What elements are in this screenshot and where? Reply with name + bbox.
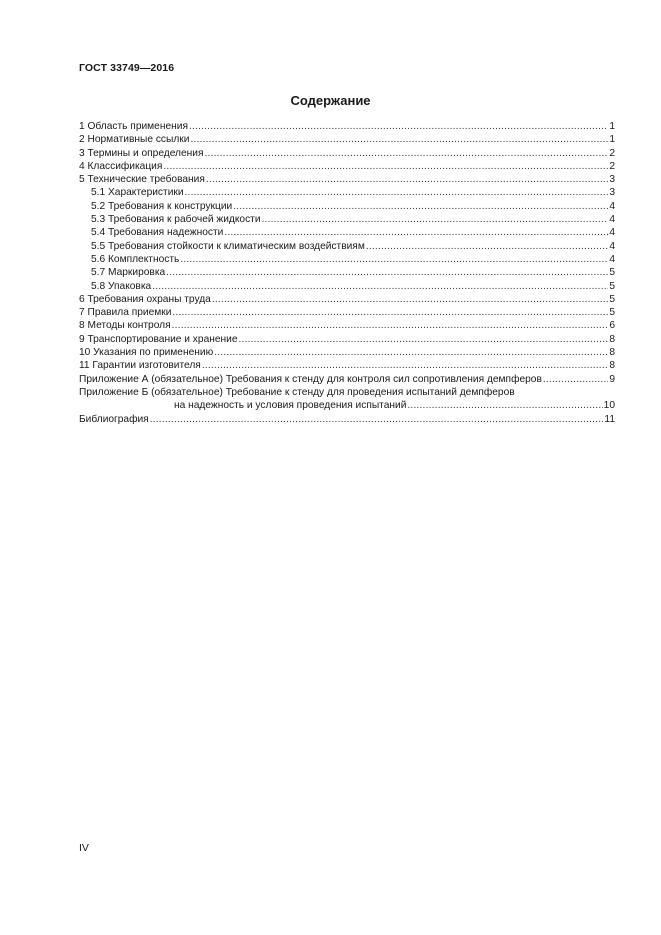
document-header: ГОСТ 33749—2016 [79, 62, 175, 74]
toc-entry[interactable] [79, 200, 615, 213]
toc-leader-dots [212, 293, 608, 306]
table-of-contents [79, 120, 615, 426]
toc-entry[interactable] [79, 147, 615, 160]
toc-leader-dots [190, 133, 608, 146]
toc-entry-label: 5.4 Требования надежности [91, 227, 224, 239]
toc-entry-label: Приложение А (обязательное) Требования к стенду для контроля сил сопротивления демпферов [79, 373, 542, 385]
toc-entry[interactable] [79, 386, 615, 399]
toc-entry-page: 10 [603, 400, 615, 412]
toc-entry-label: 4 Классификация [79, 160, 163, 172]
toc-entry-page: 5 [609, 280, 615, 292]
toc-entry-label: 11 Гарантии изготовителя [79, 360, 201, 372]
toc-entry[interactable] [79, 173, 615, 186]
toc-entry[interactable] [79, 226, 615, 239]
toc-entry-page: 4 [609, 240, 615, 252]
toc-entry[interactable] [79, 186, 615, 199]
toc-entry-page: 9 [609, 373, 615, 385]
toc-entry[interactable] [79, 280, 615, 293]
toc-entry[interactable] [79, 160, 615, 173]
toc-leader-dots [204, 147, 608, 160]
toc-entry-label: 10 Указания по применению [79, 347, 214, 359]
toc-entry-label: 5.1 Характеристики [91, 187, 184, 199]
toc-entry[interactable] [79, 319, 615, 332]
toc-entry-page: 5 [609, 267, 615, 279]
toc-leader-dots [180, 253, 608, 266]
toc-leader-dots [172, 306, 608, 319]
toc-entry-page: 4 [609, 253, 615, 265]
toc-leader-dots [172, 319, 609, 332]
toc-entry-label: 5.8 Упаковка [91, 280, 152, 292]
toc-entry-label: 5.2 Требования к конструкции [91, 200, 233, 212]
page-title: Содержание [290, 93, 371, 108]
toc-entry-label: на надежность и условия проведения испытаний [174, 400, 407, 412]
toc-entry[interactable] [79, 306, 615, 319]
toc-entry[interactable] [79, 346, 615, 359]
toc-leader-dots [163, 160, 608, 173]
toc-leader-dots [166, 266, 608, 279]
toc-entry-page: 4 [609, 214, 615, 226]
toc-leader-dots [185, 186, 609, 199]
toc-leader-dots [202, 359, 609, 372]
toc-entry-page: 1 [609, 134, 615, 146]
toc-entry[interactable] [79, 359, 615, 372]
toc-entry[interactable] [79, 373, 615, 386]
page-number: IV [79, 842, 89, 854]
toc-leader-dots [150, 413, 604, 426]
toc-entry[interactable] [79, 333, 615, 346]
toc-entry-page: 2 [609, 160, 615, 172]
toc-entry-page: 11 [604, 413, 615, 425]
toc-entry-label: 2 Нормативные ссылки [79, 134, 190, 146]
toc-entry-label: 1 Область применения [79, 121, 188, 132]
toc-entry-page: 8 [609, 347, 615, 359]
toc-entry-label: 8 Методы контроля [79, 320, 171, 332]
toc-entry-page: 3 [609, 187, 615, 199]
toc-entry-page: 4 [609, 200, 615, 212]
toc-entry-page: 2 [609, 147, 615, 159]
toc-entry-label: 3 Термины и определения [79, 147, 204, 159]
toc-entry-label: 5.7 Маркировка [91, 267, 166, 279]
toc-entry[interactable] [79, 399, 615, 412]
toc-leader-dots [152, 280, 608, 293]
toc-entry-page: 5 [609, 293, 615, 305]
toc-entry-label: 7 Правила приемки [79, 307, 172, 319]
toc-entry[interactable] [79, 133, 615, 146]
toc-leader-dots [262, 213, 609, 226]
toc-entry[interactable] [79, 413, 615, 426]
toc-entry[interactable] [79, 266, 615, 279]
toc-entry-label: 5.6 Комплектность [91, 253, 180, 265]
toc-entry-label: 9 Транспортирование и хранение [79, 333, 238, 345]
toc-leader-dots [214, 346, 608, 359]
toc-entry-label: 5.5 Требования стойкости к климатическим воздействиям [91, 240, 365, 252]
toc-entry-label: Приложение Б (обязательное) Требование к стенду для проведения испытаний демпферов [79, 386, 515, 398]
toc-entry-page: 6 [609, 320, 615, 332]
toc-leader-dots [206, 173, 608, 186]
toc-entry-label: 5 Технические требования [79, 174, 205, 186]
toc-leader-dots [543, 373, 608, 386]
toc-leader-dots [224, 226, 608, 239]
toc-leader-dots [189, 120, 608, 133]
toc-leader-dots [366, 240, 608, 253]
toc-entry-page: 1 [609, 121, 615, 132]
toc-entry[interactable] [79, 293, 615, 306]
toc-entry-label: Библиография [79, 413, 149, 425]
toc-entry-page: 4 [609, 227, 615, 239]
toc-leader-dots [233, 200, 608, 213]
toc-entry[interactable] [79, 120, 615, 133]
toc-entry[interactable] [79, 240, 615, 253]
toc-entry-label: 6 Требования охраны труда [79, 293, 211, 305]
toc-leader-dots [239, 333, 609, 346]
toc-entry-page: 5 [609, 307, 615, 319]
toc-entry[interactable] [79, 253, 615, 266]
toc-entry-label: 5.3 Требования к рабочей жидкости [91, 214, 261, 226]
toc-entry-page: 8 [609, 360, 615, 372]
toc-leader-dots [407, 399, 602, 412]
toc-entry-page: 3 [609, 174, 615, 186]
toc-entry-page: 8 [609, 333, 615, 345]
toc-entry[interactable] [79, 213, 615, 226]
